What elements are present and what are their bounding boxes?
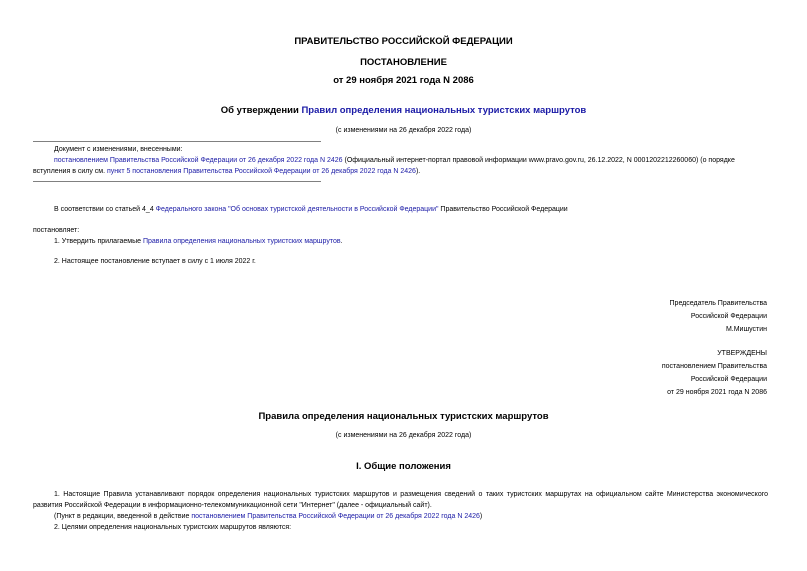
divider-bottom [33, 181, 321, 182]
rules-paragraph-1: 1. Настоящие Правила устанавливают порядок определения национальных туристских маршрутов и размещения сведений о таких туристских маршрутах на официальном сайте Министерства экономического развития Российской Федерации в информационно-телекоммуникационной сети "Интернет" (далее - официальный сайт). [33, 491, 768, 509]
doc-type: ПОСТАНОВЛЕНИЕ [360, 57, 447, 68]
approved-block [662, 347, 767, 399]
rules-note-link[interactable]: постановлением Правительства Российской Федерации от 26 декабря 2022 года N 2426 [191, 513, 480, 520]
approved-line-2: постановлением Правительства [661, 363, 767, 370]
signature-line-1: Председатель Правительства [669, 300, 767, 307]
approved-line-4: от 29 ноября 2021 года N 2086 [667, 389, 767, 396]
section-title: I. Общие положения [356, 461, 451, 472]
signature-line-3: М.Мишустин [725, 326, 767, 333]
rules-note-text: (Пункт в редакции, введенной в действие [54, 513, 192, 520]
changes-link-decree[interactable]: постановлением Правительства Российской Федерации от 26 декабря 2022 года N 2426 [54, 157, 343, 164]
preamble-text-1: В соответствии со статьей 4_4 [54, 206, 156, 213]
item-1-text: 1. Утвердить прилагаемые [54, 238, 143, 245]
divider-top [33, 141, 321, 142]
item-2: 2. Настоящее постановление вступает в силу с 1 июля 2022 г. [54, 258, 256, 265]
changes-link-clause[interactable]: пункт 5 постановления Правительства Российской Федерации от 26 декабря 2022 года N 2426 [107, 168, 416, 175]
changes-intro: Документ с изменениями, внесенными: [54, 146, 183, 153]
approved-line-3: Российской Федерации [690, 376, 767, 383]
changes-text [33, 155, 768, 177]
rules-note [54, 511, 482, 522]
approved-line-1: УТВЕРЖДЕНЫ [717, 350, 767, 357]
preamble-text-2: Правительство Российской Федерации [438, 206, 568, 213]
signature-line-2: Российской Федерации [690, 313, 767, 320]
rules-link[interactable]: Правила определения национальных туристских маршрутов [142, 238, 341, 245]
doc-title-link[interactable]: Правил определения национальных туристских маршрутов [301, 105, 587, 116]
decides: постановляет: [33, 227, 80, 234]
preamble [54, 204, 568, 215]
rules-amended: (с изменениями на 26 декабря 2022 года) [335, 432, 472, 439]
rules-title: Правила определения национальных туристских маршрутов [258, 411, 549, 422]
doc-title-prefix: Об утверждении [220, 105, 302, 116]
changes-text-2: ). [415, 168, 421, 175]
signature-block [670, 297, 767, 336]
changes-text-1: (Официальный интернет-портал правовой информации www.pravo.gov.ru, 26.12.2022, N 0001202212260060) (о порядке вступления в силу см. [33, 157, 735, 175]
rules-paragraph-2: 2. Целями определения национальных туристских маршрутов являются: [54, 524, 292, 531]
doc-date: от 29 ноября 2021 года N 2086 [333, 75, 474, 86]
federal-law-link[interactable]: Федерального закона "Об основах туристской деятельности в Российской Федерации" [155, 206, 439, 213]
item-1-end: . [340, 238, 343, 245]
item-1 [54, 236, 343, 247]
org-name: ПРАВИТЕЛЬСТВО РОССИЙСКОЙ ФЕДЕРАЦИИ [294, 36, 513, 47]
rules-note-end: ) [479, 513, 483, 520]
doc-title [0, 105, 807, 116]
doc-amended: (с изменениями на 26 декабря 2022 года) [335, 127, 472, 134]
